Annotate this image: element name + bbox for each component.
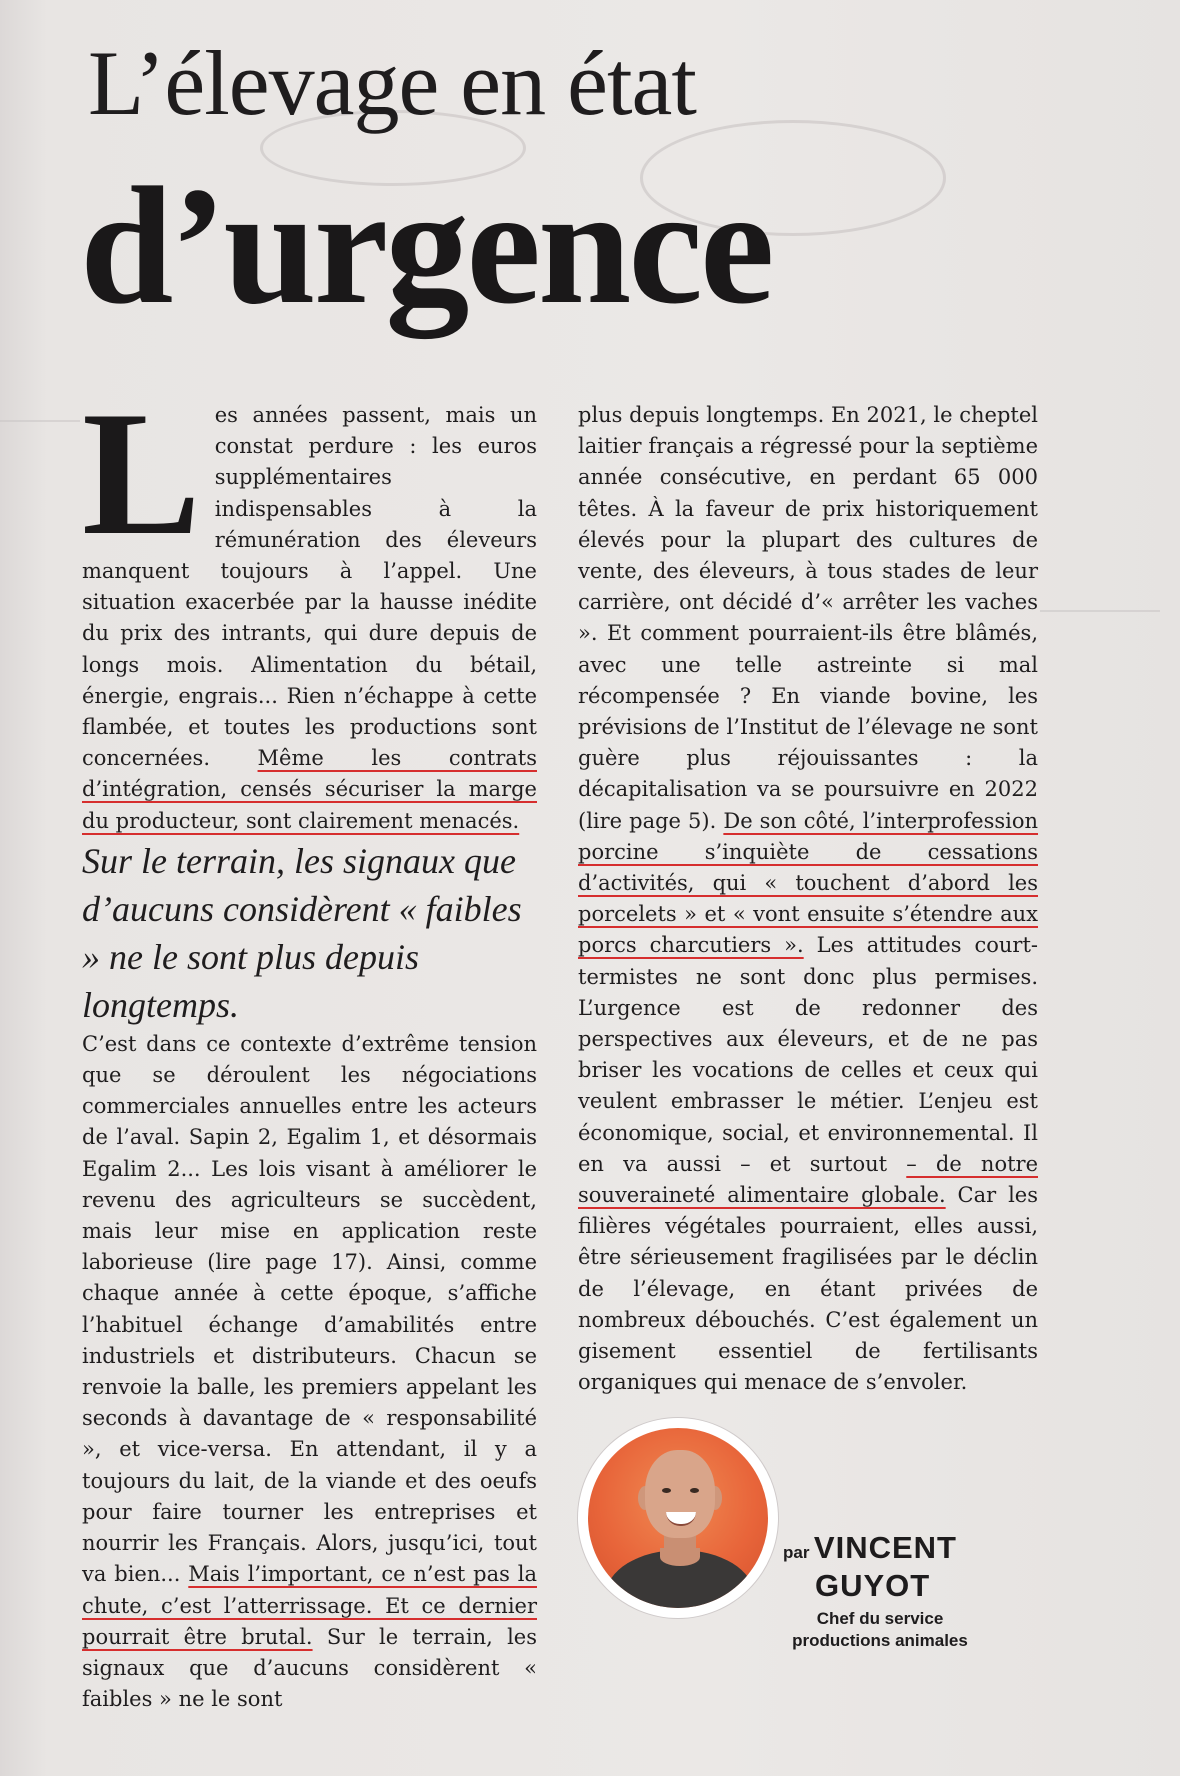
highlighted-passage: De son côté, l’interprofession porcine s’inquiète de cessations d’activités, qui « touchent d’abord les porcelets » et « vont ensuite s’étendre aux porcs charcutiers ».: [578, 808, 1039, 958]
show-through-rule: [0, 420, 80, 422]
article-paragraph: [578, 400, 1038, 1399]
author-role: Chef du service productions animales: [792, 1609, 968, 1650]
paragraph-text: plus depuis longtemps. En 2021, le cheptel laitier français a régressé pour la septième année consécutive, en perdant 65 000 têtes. À la faveur de prix historiquement élevés pour la plupart des cultures de vente, des éleveurs, à tous stades de leur carrière, ont décidé d’« arrêter les vaches ». Et comment pourraient-ils être blâmés, avec une telle astreinte si mal récompensée ? En viande bovine, les prévisions de l’Institut de l’élevage ne sont guère plus réjouissantes : la décapitalisation va se poursuivre en 2022 (lire page 5).: [578, 403, 1038, 833]
article-paragraph: [82, 1029, 537, 1715]
paragraph-text: Car les filières végétales pourraient, elles aussi, être sérieusement fragilisées par le déclin de l’élevage, en étant privées de nombreux débouchés. C’est également un gisement essentiel de fertilisants organiques qui menace de s’envoler.: [578, 1183, 1038, 1395]
paragraph-text: es années passent, mais un constat perdure : les euros supplémentaires indispensables à la rémunération des éleveurs manquent toujours à l’appel. Une situation exacerbée par la hausse inédite du prix des intrants, qui dure depuis de longs mois. Alimentation du bétail, énergie, engrais... Rien n’échappe à cette flambée, et toutes les productions sont concernées.: [82, 403, 537, 771]
highlighted-passage: Mais l’important, ce n’est pas la chute, c’est l’atterrissage. Et ce dernier pourrait être brutal.: [82, 1562, 537, 1649]
author-avatar: [578, 1418, 778, 1618]
article-paragraph: [82, 374, 537, 837]
author-box: [578, 1418, 1018, 1648]
headline-line-1: L’élevage en état: [88, 32, 696, 134]
paragraph-text: Les attitudes court-termistes ne sont donc plus permises. L’urgence est de redonner des perspectives aux éleveurs, et de ne pas briser les vocations de celles et ceux qui veulent embrasser le métier. L’enjeu est économique, social, et environnemental. Il en va aussi – et surtout: [578, 933, 1039, 1176]
pull-quote: Sur le terrain, les signaux que d’aucuns considèrent « faibles » ne le sont plus depuis longtemps.: [82, 840, 522, 1025]
article-column-right: [578, 400, 1038, 1399]
portrait-eye: [662, 1488, 671, 1493]
author-last-name: GUYOT: [815, 1568, 931, 1603]
headline-line-2: d’urgence: [80, 153, 772, 339]
portrait-eye: [690, 1488, 699, 1493]
drop-cap: L: [82, 374, 201, 572]
author-first-name: VINCENT: [813, 1530, 957, 1565]
portrait-collar: [660, 1548, 700, 1566]
highlighted-passage: – de notre souveraineté alimentaire globale.: [578, 1151, 1038, 1208]
avatar-portrait: [588, 1428, 768, 1608]
article-column-left: [82, 374, 537, 1715]
highlighted-passage: Même les contrats d’intégration, censés sécuriser la marge du producteur, sont clairement menacés.: [82, 746, 537, 833]
show-through-rule: [1040, 610, 1160, 612]
paragraph-text: Sur le terrain, les signaux que d’aucuns considèrent « faibles » ne le sont: [82, 1624, 537, 1712]
byline: [783, 1530, 957, 1566]
byline-prefix: par: [783, 1543, 810, 1562]
paragraph-text: C’est dans ce contexte d’extrême tension que se déroulent les négociations commerciales annuelles entre les acteurs de l’aval. Sapin 2, Egalim 1, et désormais Egalim 2... Les lois visant à améliorer le revenu des agriculteurs se succèdent, mais leur mise en application reste laborieuse (lire page 17). Ainsi, comme chaque année à cette époque, s’affiche l’habituel échange d’amabilités entre industriels et distributeurs. Chacun se renvoie la balle, les premiers appelant les seconds à davantage de « responsabilité », et vice-versa. En attendant, il y a toujours du lait, de la viande et des oeufs pour faire tourner les entreprises et nourrir les Français. Alors, jusqu’ici, tout va bien...: [82, 1031, 537, 1587]
